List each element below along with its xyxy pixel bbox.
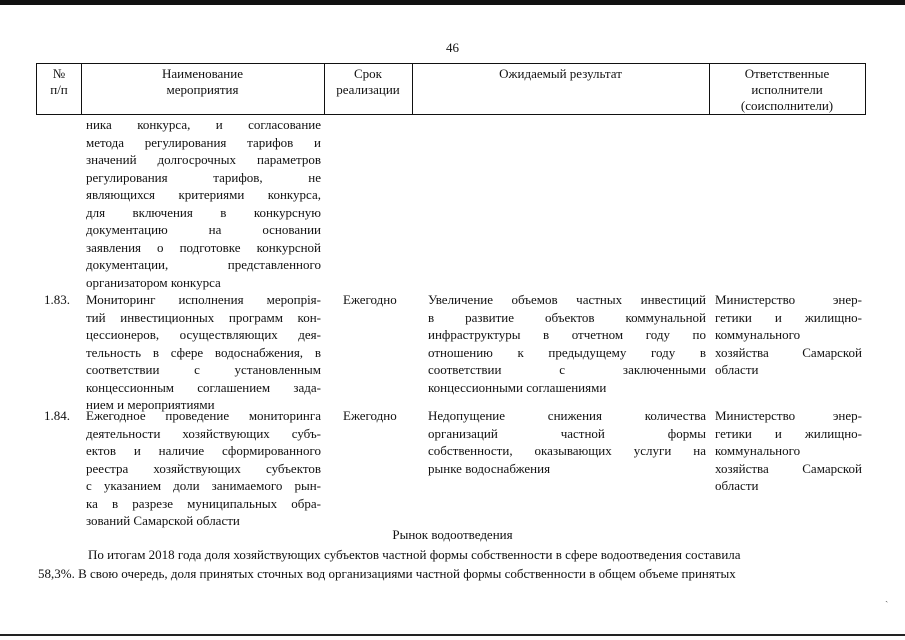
text-line: инфраструктуры в отчетном году по [428,327,706,342]
text-line: метода регулирования тарифов и [86,134,321,150]
bottom-border-rule [0,634,905,636]
header-number: № п/п [50,66,68,97]
text-line: организатором конкурса [86,274,221,290]
text-line: области [715,362,759,377]
text-line: документацию на основании [86,222,321,237]
text-line: Мониторинг исполнения меропрія- [86,292,321,307]
text-line: гетики и жилищно- [715,425,862,441]
text-line: Министерство энер- [715,292,862,307]
text-line: реестра хозяйствующих субъектов [86,460,321,476]
text-line: зований Самарской области [86,513,240,528]
page-number: 46 [446,40,459,55]
text-line: концессионными соглашениями [428,379,607,395]
text-line: деятельности хозяйствующих субъ- [86,425,321,441]
text-line: области [715,478,759,493]
text-line: коммунального [715,327,801,342]
text-line: коммунального [715,443,801,458]
scan-mark: ˏ [885,592,889,603]
text-line: Ежегодное проведение мониторинга [86,408,321,423]
text-line: для включения в конкурсную [86,204,321,220]
header-term: Срок реализации [336,66,400,97]
text-line: собственности, оказывающих услуги на [428,443,706,458]
text-line: ектов и наличие сформированного [86,443,321,458]
text-line: Увеличение объемов частных инвестиций [428,292,706,307]
table-header [36,63,866,115]
text-line: тий инвестиционных программ кон- [86,309,321,325]
row-expected-result [428,291,706,396]
text-line: концессионным соглашением зада- [86,379,321,395]
text-line: заявления о подготовке конкурсной [86,239,321,255]
text-line: соответствии с заключенными [428,362,706,377]
paragraph-line: 58,3%. В свою очередь, доля принятых сточных вод организациями частной формы собственности в общем объеме принятых [38,566,736,581]
row-number: 1.83. [44,292,70,307]
text-line: цессионеров, осуществляющих дея- [86,327,321,342]
text-line: ка в разрезе муниципальных обра- [86,495,321,511]
text-line: тельность в сфере водоснабжения, в [86,344,321,360]
text-line: хозяйства Самарской [715,344,862,360]
header-executors: Ответственные исполнители (соисполнители) [740,66,834,113]
paragraph-line: По итогам 2018 года доля хозяйствующих субъектов частной формы собственности в сфере водоотведения составила [88,547,741,562]
text-line: организаций частной формы [428,425,706,441]
continued-activity-text [86,116,321,291]
row-term: Ежегодно [343,408,397,423]
row-activity-name [86,407,321,530]
text-line: документации, представленного [86,257,321,272]
text-line: нием и мероприятиями [86,397,215,412]
text-line: гетики и жилищно- [715,309,862,325]
text-line: значений долгосрочных параметров [86,152,321,167]
row-expected-result [428,407,706,477]
header-expected-result: Ожидаемый результат [499,66,622,81]
row-executors [715,291,862,379]
text-line: соответствии с установленным [86,362,321,377]
text-line: Недопущение снижения количества [428,408,706,423]
text-line: Министерство энер- [715,408,862,423]
body-paragraph [38,545,864,583]
text-line: отношению к предыдущему году в [428,344,706,360]
text-line: с указанием доли занимаемого рын- [86,478,321,493]
header-activity-name: Наименование мероприятия [162,66,243,97]
row-activity-name [86,291,321,414]
text-line: являющихся критериями конкурса, [86,187,321,202]
row-term: Ежегодно [343,292,397,307]
text-line: хозяйства Самарской [715,460,862,476]
text-line: регулирования тарифов, не [86,169,321,185]
text-line: рынке водоснабжения [428,460,551,476]
text-line: в развитие объектов коммунальной [428,309,706,325]
row-executors [715,407,862,495]
text-line: ника конкурса, и согласование [86,117,321,132]
section-title: Рынок водоотведения [392,527,513,542]
top-border-rule [0,0,905,5]
row-number: 1.84. [44,408,70,423]
